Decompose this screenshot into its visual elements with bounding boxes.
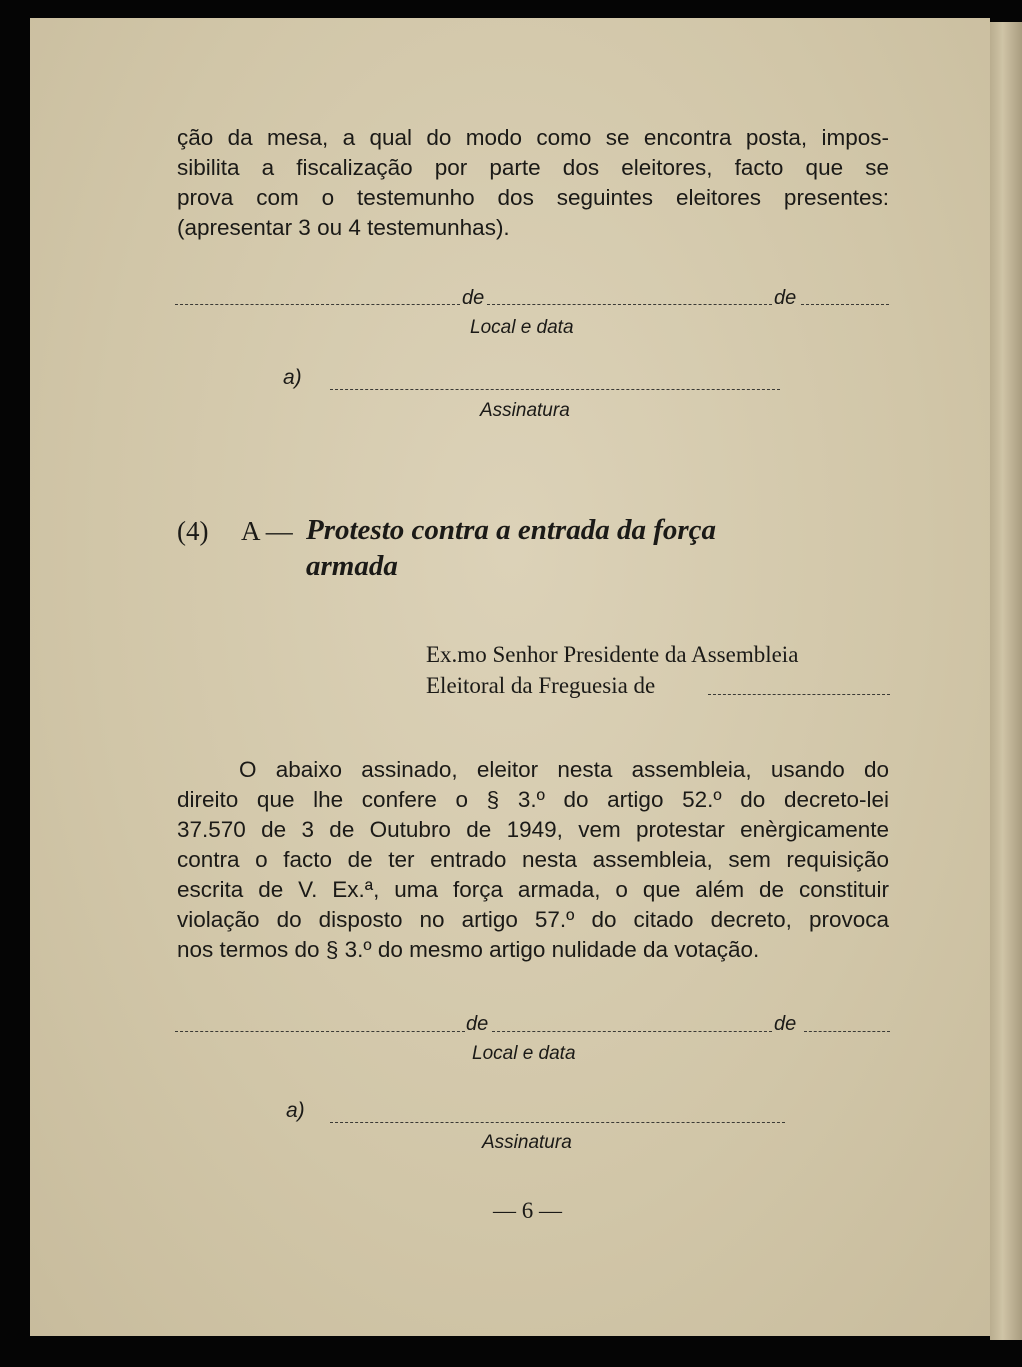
de-label: de [462, 287, 485, 309]
heading-title-cont: armada [306, 550, 398, 582]
text-line: nos termos do § 3.º do mesmo artigo nulidade da votação. [177, 937, 760, 962]
heading-number: (4) [177, 516, 209, 546]
text-line: (apresentar 3 ou 4 testemunhas). [177, 215, 510, 240]
assinatura-caption: Assinatura [480, 400, 570, 421]
signature-prefix: a) [286, 1099, 305, 1122]
blank-line [708, 694, 890, 695]
blank-line [801, 304, 889, 305]
text-line: sibilita a fiscalização por parte dos eleitores, facto que se [177, 155, 889, 180]
blank-line [804, 1031, 890, 1032]
page-number: — 6 — [493, 1198, 562, 1223]
blank-line [175, 304, 460, 305]
page-edge [990, 22, 1022, 1340]
signature-line [330, 389, 780, 390]
local-data-caption: Local e data [472, 1043, 576, 1064]
text-line: ção da mesa, a qual do modo como se encontra posta, impos- [177, 125, 889, 150]
text-line: direito que lhe confere o § 3.º do artigo 52.º do decreto-lei [177, 787, 889, 812]
blank-line [487, 304, 772, 305]
de-label: de [774, 1013, 797, 1035]
heading-title: Protesto contra a entrada da força [306, 514, 717, 546]
signature-line [330, 1122, 785, 1123]
text-line: escrita de V. Ex.ª, uma força armada, o que além de constituir [177, 877, 889, 902]
text-line: 37.570 de 3 de Outubro de 1949, vem protestar enèrgicamente [177, 817, 889, 842]
signature-prefix: a) [283, 366, 302, 389]
text-line: violação do disposto no artigo 57.º do citado decreto, provoca [177, 907, 889, 932]
de-label: de [466, 1013, 489, 1035]
blank-line [492, 1031, 772, 1032]
text-line: O abaixo assinado, eleitor nesta assembleia, usando do [239, 757, 889, 782]
local-data-caption: Local e data [470, 317, 574, 338]
address-line: Ex.mo Senhor Presidente da Assembleia [426, 642, 799, 667]
heading-letter: A — [241, 516, 293, 546]
de-label: de [774, 287, 797, 309]
assinatura-caption: Assinatura [482, 1132, 572, 1153]
address-line: Eleitoral da Freguesia de [426, 673, 656, 698]
text-line: contra o facto de ter entrado nesta assembleia, sem requisição [177, 847, 889, 872]
blank-line [175, 1031, 465, 1032]
text-line: prova com o testemunho dos seguintes eleitores presentes: [177, 185, 889, 210]
